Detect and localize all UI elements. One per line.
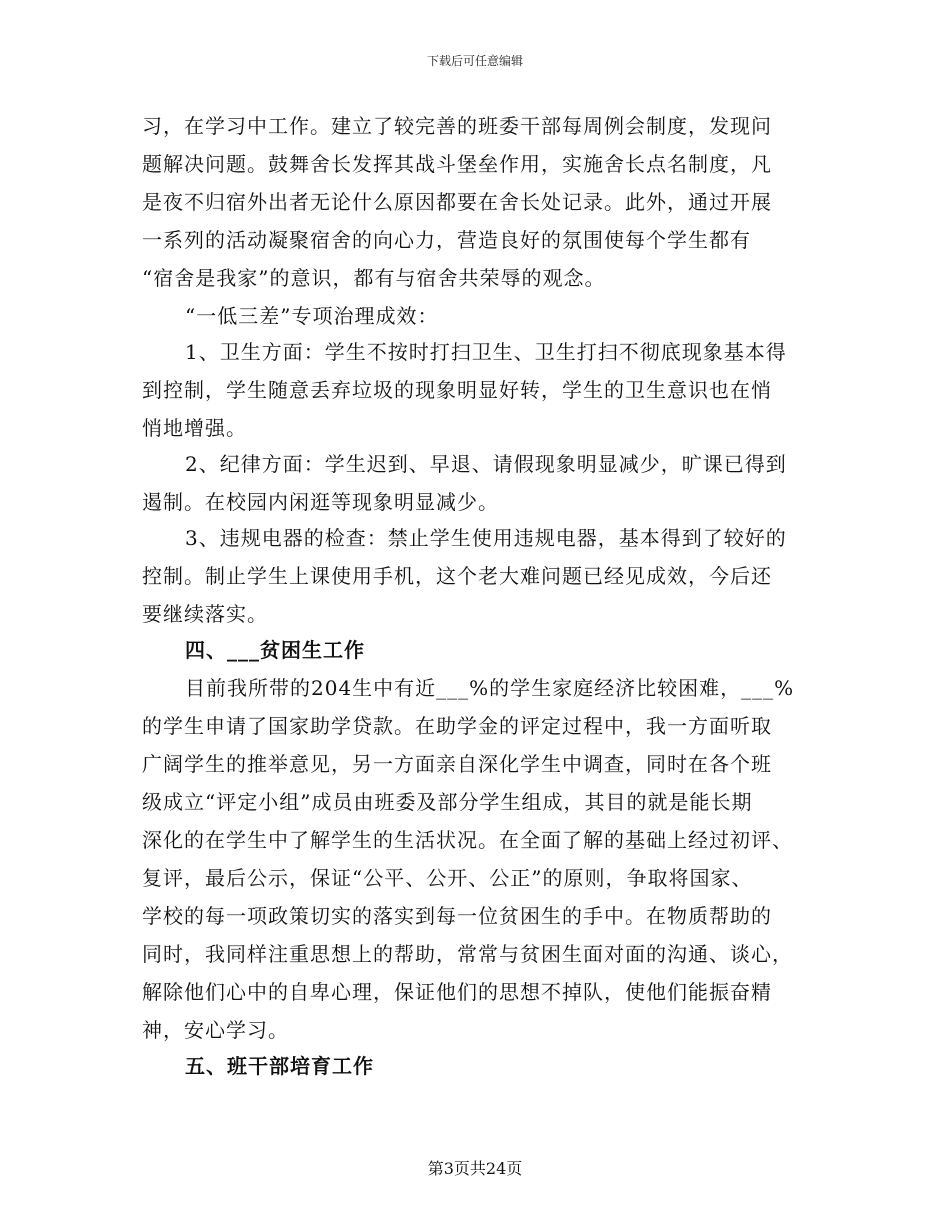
- text-line: 悄地增强。: [142, 416, 247, 440]
- text-line: 遏制。在校园内闲逛等现象明显减少。: [142, 490, 499, 514]
- text-line: 习，在学习中工作。建立了较完善的班委干部每周例会制度，发现问: [142, 114, 772, 138]
- text-line: 题解决问题。鼓舞舍长发挥其战斗堡垒作用，实施舍长点名制度，凡: [142, 152, 772, 176]
- page-footer: 第3页共24页: [427, 1159, 523, 1178]
- text-line: 是夜不归宿外出者无论什么原因都要在舍长处记录。此外，通过开展: [142, 190, 772, 214]
- text-line: 学校的每一项政策切实的落实到每一位贫困生的手中。在物质帮助的: [142, 904, 772, 928]
- text-line: 3、违规电器的检查：禁止学生使用违规电器，基本得到了较好的: [185, 526, 787, 550]
- text-line: “一低三差”专项治理成效：: [185, 304, 439, 328]
- text-line: 到控制，学生随意丢弃垃圾的现象明显好转，学生的卫生意识也在悄: [142, 378, 772, 402]
- text-line: 级成立“评定小组”成员由班委及部分学生组成，其目的就是能长期: [142, 790, 753, 814]
- section-heading: 五、班干部培育工作: [185, 1054, 374, 1078]
- page-header: 下载后可任意编辑: [426, 54, 523, 68]
- text-line: 一系列的活动凝聚宿舍的向心力，营造良好的氛围使每个学生都有: [142, 228, 751, 252]
- text-line: 深化的在学生中了解学生的生活状况。在全面了解的基础上经过初评、: [142, 828, 793, 852]
- text-line: 神，安心学习。: [142, 1018, 289, 1042]
- text-line: “宿舍是我家”的意识，都有与宿舍共荣辱的观念。: [142, 266, 606, 290]
- text-line: 复评，最后公示，保证“公平、公开、公正”的原则，争取将国家、: [142, 866, 753, 890]
- section-heading: 四、___贫困生工作: [185, 638, 365, 662]
- text-line: 控制。制止学生上课使用手机，这个老大难问题已经见成效，今后还: [142, 564, 772, 588]
- text-line: 2、纪律方面：学生迟到、早退、请假现象明显减少，旷课已得到: [185, 452, 787, 476]
- text-line: 1、卫生方面：学生不按时打扫卫生、卫生打扫不彻底现象基本得: [185, 340, 787, 364]
- text-line: 目前我所带的204生中有近___%的学生家庭经济比较困难，___%: [185, 676, 795, 700]
- text-line: 同时，我同样注重思想上的帮助，常常与贫困生面对面的沟通、谈心，: [142, 942, 793, 966]
- text-line: 广阔学生的推举意见，另一方面亲自深化学生中调查，同时在各个班: [142, 752, 772, 776]
- text-line: 的学生申请了国家助学贷款。在助学金的评定过程中，我一方面听取: [142, 714, 772, 738]
- text-line: 要继续落实。: [142, 602, 268, 626]
- text-line: 解除他们心中的自卑心理，保证他们的思想不掉队，使他们能振奋精: [142, 980, 772, 1004]
